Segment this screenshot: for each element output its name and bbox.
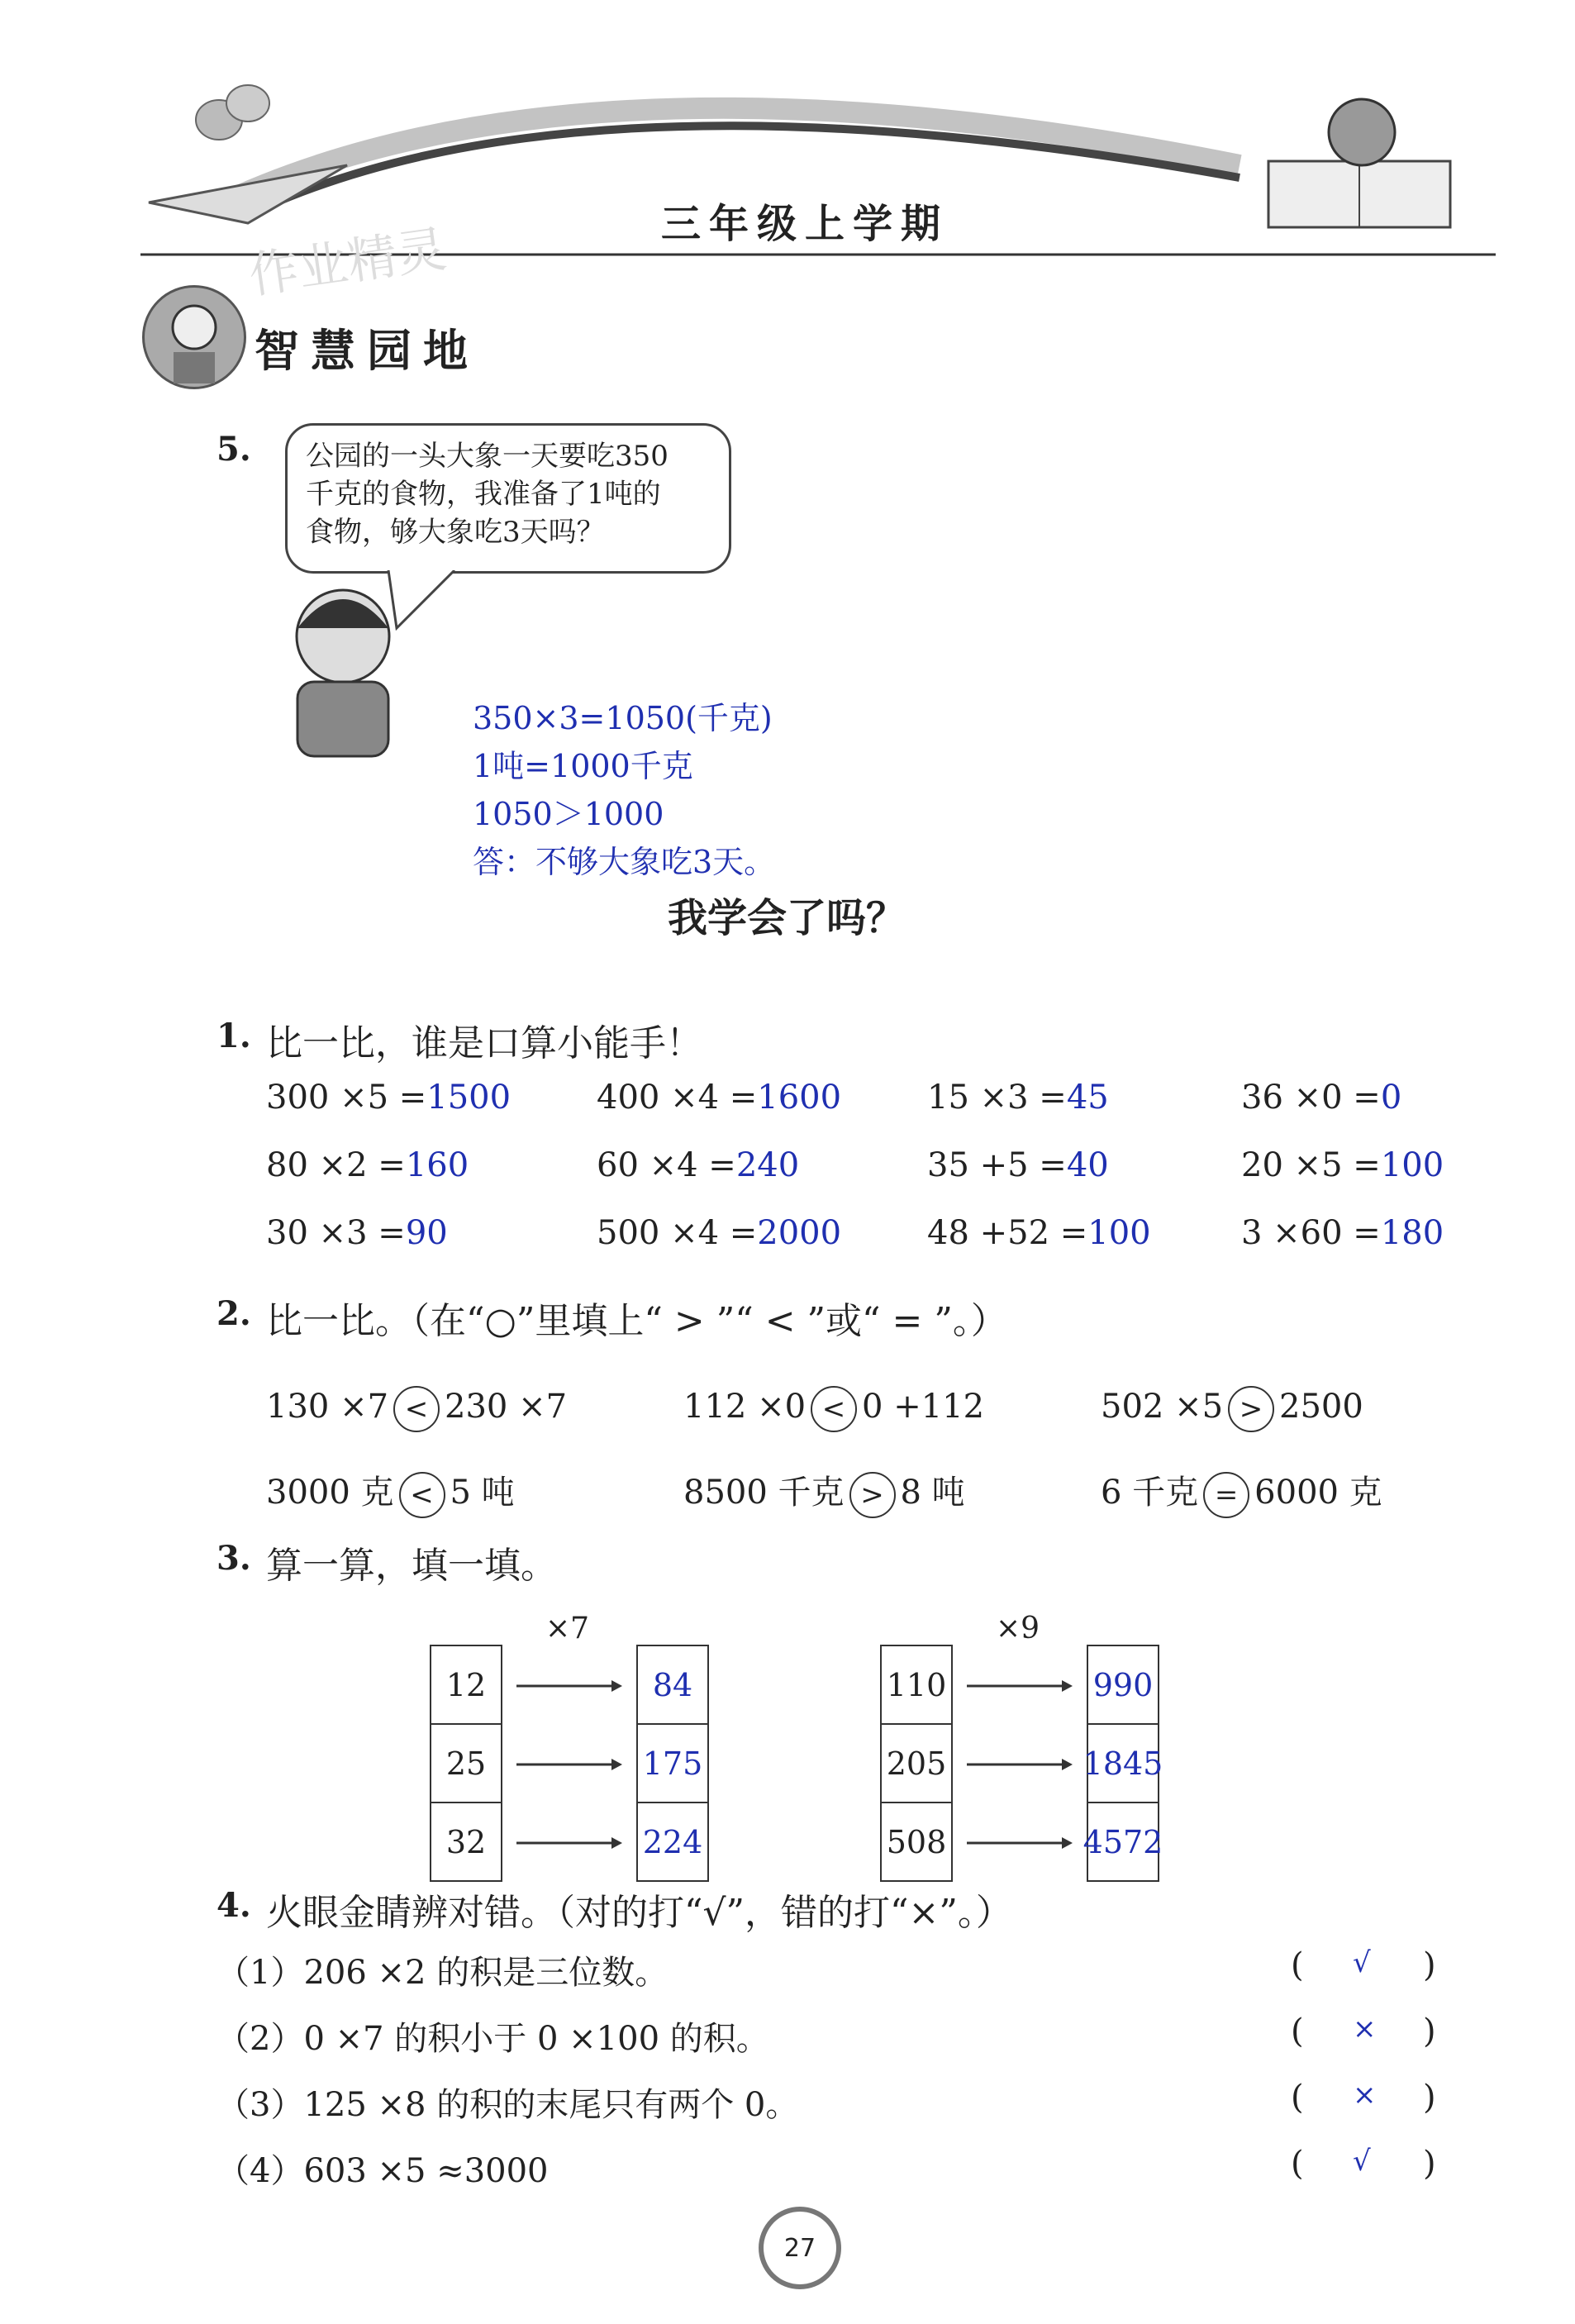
q1-item (597, 1146, 927, 1214)
q1-expr: 500 ×4 = (597, 1214, 758, 1252)
q2-sign: < (811, 1386, 857, 1432)
q1-expr: 35 +5 = (927, 1146, 1067, 1184)
q4-bracket: ( (1291, 1946, 1304, 1984)
q2-item (1101, 1466, 1439, 1518)
q1-item (266, 1146, 597, 1214)
q2-item (1101, 1386, 1439, 1432)
q1-item (927, 1079, 1241, 1146)
q1-row (266, 1214, 1473, 1282)
arrow-icon (516, 1756, 624, 1773)
q3-output: 1845 (1087, 1723, 1159, 1803)
section-title: 智慧园地 (255, 324, 479, 377)
q1-row (266, 1079, 1473, 1146)
q4-item (217, 1946, 1456, 2012)
q1-item (1241, 1214, 1473, 1282)
q4-bracket: ( (1291, 2145, 1304, 2183)
q1-answer: 90 (405, 1214, 448, 1252)
q2-right: 2500 (1279, 1388, 1363, 1426)
q1-answer: 40 (1066, 1146, 1109, 1184)
q2-right: 230 ×7 (445, 1388, 568, 1426)
q1-expr: 30 ×3 = (266, 1214, 406, 1252)
q1-item (927, 1146, 1241, 1214)
q4-item (217, 2079, 1456, 2145)
q4-item (217, 2145, 1456, 2211)
problem5-number: 5. (217, 430, 251, 469)
q4-bracket: ( (1291, 2012, 1304, 2050)
q4-bracket: ) (1423, 2012, 1436, 2050)
q2-number: 2. (217, 1294, 251, 1333)
q1-item (1241, 1079, 1473, 1146)
q3-table-2 (880, 1612, 1169, 1860)
q2-left: 3000 克 (266, 1473, 394, 1512)
q3-number: 3. (217, 1539, 251, 1578)
q2-left: 130 ×7 (266, 1388, 389, 1426)
bubble-line-1: 公园的一头大象一天要吃350 (306, 440, 669, 473)
bubble-line-3: 食物，够大象吃3天吗？ (306, 516, 605, 549)
section-avatar (142, 285, 246, 389)
q1-item (927, 1214, 1241, 1282)
q2-right: 8 吨 (900, 1473, 965, 1512)
q2-sign: < (393, 1386, 440, 1432)
q1-answer: 100 (1087, 1214, 1151, 1252)
q2-grid (266, 1368, 1439, 1533)
q3-prompt: 算一算，填一填。 (266, 1545, 557, 1587)
q2-right: 0 +112 (862, 1388, 985, 1426)
q2-sign: > (1228, 1386, 1274, 1432)
page-header (0, 0, 1575, 306)
q1-expr: 300 ×5 = (266, 1079, 427, 1117)
q3-op: ×9 (996, 1612, 1040, 1645)
arrow-icon (967, 1678, 1074, 1694)
q2-row (266, 1450, 1439, 1533)
answer-line-2: 1吨=1000千克 (473, 748, 693, 784)
q1-answer: 100 (1380, 1146, 1444, 1184)
q2-sign: = (1203, 1472, 1249, 1518)
q1-expr: 80 ×2 = (266, 1146, 406, 1184)
q1-grid (266, 1079, 1473, 1282)
arrow-icon (516, 1678, 624, 1694)
q2-row (266, 1368, 1439, 1450)
q3-output: 84 (636, 1645, 709, 1725)
q4-prompt: 火眼金睛辨对错。（对的打“√”，错的打“×”。） (266, 1892, 1012, 1934)
q4-list (217, 1946, 1456, 2211)
q3-output: 175 (636, 1723, 709, 1803)
q1-item (597, 1079, 927, 1146)
page-number-badge (759, 2207, 841, 2289)
speech-bubble (285, 423, 731, 574)
q4-mark: √ (1353, 2145, 1371, 2178)
q1-prompt: 比一比，谁是口算小能手！ (266, 1022, 702, 1064)
q1-answer: 160 (405, 1146, 469, 1184)
q1-item (1241, 1146, 1473, 1214)
q1-expr: 400 ×4 = (597, 1079, 758, 1117)
q1-answer: 180 (1380, 1214, 1444, 1252)
q3-input: 12 (430, 1645, 502, 1725)
answer-line-3: 1050＞1000 (473, 796, 664, 832)
q1-answer: 45 (1066, 1079, 1109, 1117)
boy-icon (145, 288, 244, 387)
q2-item (683, 1386, 1101, 1432)
q2-prompt: 比一比。（在“○”里填上“ > ”“ < ”或“ = ”。） (266, 1300, 1007, 1342)
q1-answer: 1500 (426, 1079, 512, 1117)
q3-input: 25 (430, 1723, 502, 1803)
q3-input: 110 (880, 1645, 953, 1725)
q3-output: 4572 (1087, 1802, 1159, 1882)
q4-mark: × (1353, 2079, 1377, 2112)
bubble-line-2: 千克的食物，我准备了1吨的 (306, 478, 661, 511)
q4-bracket: ) (1423, 2079, 1436, 2117)
q1-expr: 60 ×4 = (597, 1146, 736, 1184)
q1-item (266, 1214, 597, 1282)
q4-text: （4）603 ×5 ≈3000 (217, 2152, 549, 2190)
q1-item (597, 1214, 927, 1282)
q4-text: （2）0 ×7 的积小于 0 ×100 的积。 (217, 2020, 769, 2058)
q1-row (266, 1146, 1473, 1214)
q2-left: 8500 千克 (683, 1473, 845, 1512)
q3-input: 32 (430, 1802, 502, 1882)
arrow-icon (516, 1835, 624, 1851)
q3-op: ×7 (545, 1612, 590, 1645)
answer-line-1: 350×3=1050(千克) (473, 700, 773, 736)
q4-bracket: ) (1423, 2145, 1436, 2183)
q4-text: （1）206 ×2 的积是三位数。 (217, 1954, 669, 1992)
q2-sign: < (399, 1472, 445, 1518)
header-title: 三年级上学期 (661, 201, 949, 247)
q2-left: 6 千克 (1101, 1473, 1199, 1512)
q1-expr: 20 ×5 = (1241, 1146, 1381, 1184)
arrow-icon (967, 1756, 1074, 1773)
q2-item (266, 1466, 683, 1518)
q3-output: 224 (636, 1802, 709, 1882)
q3-output: 990 (1087, 1645, 1159, 1725)
arrow-icon (967, 1835, 1074, 1851)
q2-right: 6000 克 (1254, 1473, 1382, 1512)
answer-line-4: 答：不够大象吃3天。 (473, 844, 776, 880)
q3-table-1 (430, 1612, 711, 1860)
q4-number: 4. (217, 1886, 251, 1925)
q1-answer: 0 (1380, 1079, 1402, 1117)
q2-left: 502 ×5 (1101, 1388, 1224, 1426)
q2-sign: > (849, 1472, 896, 1518)
q1-number: 1. (217, 1017, 251, 1055)
q1-expr: 15 ×3 = (927, 1079, 1067, 1117)
q3-input: 508 (880, 1802, 953, 1882)
q4-bracket: ( (1291, 2079, 1304, 2117)
q1-answer: 2000 (757, 1214, 842, 1252)
boy-figure-icon (273, 579, 421, 760)
q1-expr: 48 +52 = (927, 1214, 1088, 1252)
page-number: 27 (783, 2233, 816, 2263)
q2-item (683, 1466, 1101, 1518)
header-watermark: 作业精灵 (245, 220, 450, 306)
q3-input: 205 (880, 1723, 953, 1803)
q1-expr: 36 ×0 = (1241, 1079, 1381, 1117)
q2-right: 5 吨 (450, 1473, 515, 1512)
q1-answer: 240 (735, 1146, 800, 1184)
problem5-answer (473, 694, 775, 886)
q1-expr: 3 ×60 = (1241, 1214, 1381, 1252)
q4-text: （3）125 ×8 的积的末尾只有两个 0。 (217, 2086, 799, 2124)
q2-left: 112 ×0 (683, 1388, 807, 1426)
q4-mark: √ (1353, 1946, 1371, 1979)
q1-answer: 1600 (757, 1079, 842, 1117)
q1-item (266, 1079, 597, 1146)
q4-bracket: ) (1423, 1946, 1436, 1984)
review-title: 我学会了吗？ (668, 895, 906, 941)
q2-item (266, 1386, 683, 1432)
q4-mark: × (1353, 2012, 1377, 2045)
q4-item (217, 2012, 1456, 2079)
